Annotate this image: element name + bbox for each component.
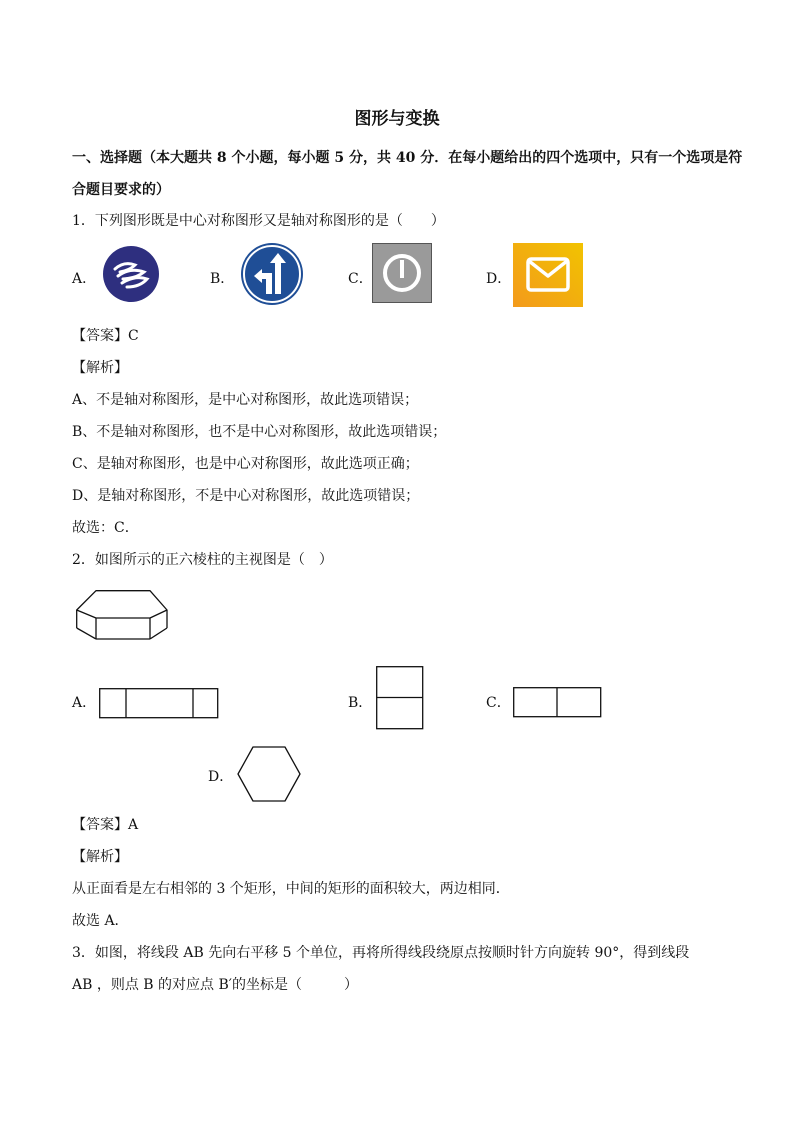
q2-conclusion: 故选 A． [72, 913, 129, 929]
page-title: 图形与变换 [354, 109, 440, 129]
q3-stem-line2: AB ，则点 B 的对应点 B′的坐标是（ ） [72, 977, 358, 993]
q1-analysis-b: B、不是轴对称图形，也不是中心对称图形，故此选项错误； [72, 424, 447, 440]
hexagonal-prism-figure [76, 590, 168, 640]
q1-stem: 1．下列图形既是中心对称图形又是轴对称图形的是（ ） [72, 213, 445, 229]
q1-option-d-label: D． [486, 271, 512, 287]
q1-analysis-d: D、是轴对称图形，不是中心对称图形，故此选项错误； [72, 488, 420, 504]
q2-option-c-figure [513, 687, 602, 718]
q2-option-a-label: A． [72, 695, 97, 711]
q2-analysis: 从正面看是左右相邻的 3 个矩形，中间的矩形的面积较大，两边相同． [72, 881, 510, 897]
q2-option-b-label: B． [348, 695, 373, 711]
q1-option-c-label: C． [348, 271, 373, 287]
q2-analysis-title: 【解析】 [72, 849, 128, 865]
q2-stem: 2．如图所示的正六棱柱的主视图是（ ） [72, 552, 333, 568]
q2-option-a-figure [99, 688, 219, 719]
section-heading-line1: 一、选择题（本大题共 8 个小题，每小题 5 分，共 40 分．在每小题给出的四个选项中，只有一个选项是符 [72, 150, 743, 166]
q1-analysis-c: C、是轴对称图形，也是中心对称图形，故此选项正确； [72, 456, 419, 472]
section-heading-line2: 合题目要求的） [72, 182, 170, 198]
q2-option-c-label: C． [486, 695, 511, 711]
q1-analysis-a: A、不是轴对称图形，是中心对称图形，故此选项错误； [72, 392, 419, 408]
q2-option-b-figure [376, 666, 424, 730]
q3-stem-line1: 3．如图，将线段 AB 先向右平移 5 个单位，再将所得线段绕原点按顺时针方向旋转 90°，得到线段 [72, 945, 690, 961]
mail-envelope-icon [513, 243, 583, 307]
power-button-icon [372, 243, 432, 303]
turn-left-go-straight-sign-icon [240, 242, 304, 306]
q1-analysis-title: 【解析】 [72, 360, 128, 376]
q1-option-a-label: A． [72, 271, 97, 287]
q1-conclusion: 故选：C． [72, 520, 139, 536]
q2-answer: 【答案】A [72, 817, 139, 833]
q1-answer: 【答案】C [72, 328, 139, 344]
china-mobile-logo-icon [102, 245, 160, 303]
q1-option-b-label: B． [210, 271, 235, 287]
q2-option-d-label: D． [208, 769, 234, 785]
q2-option-d-hexagon [237, 746, 301, 802]
